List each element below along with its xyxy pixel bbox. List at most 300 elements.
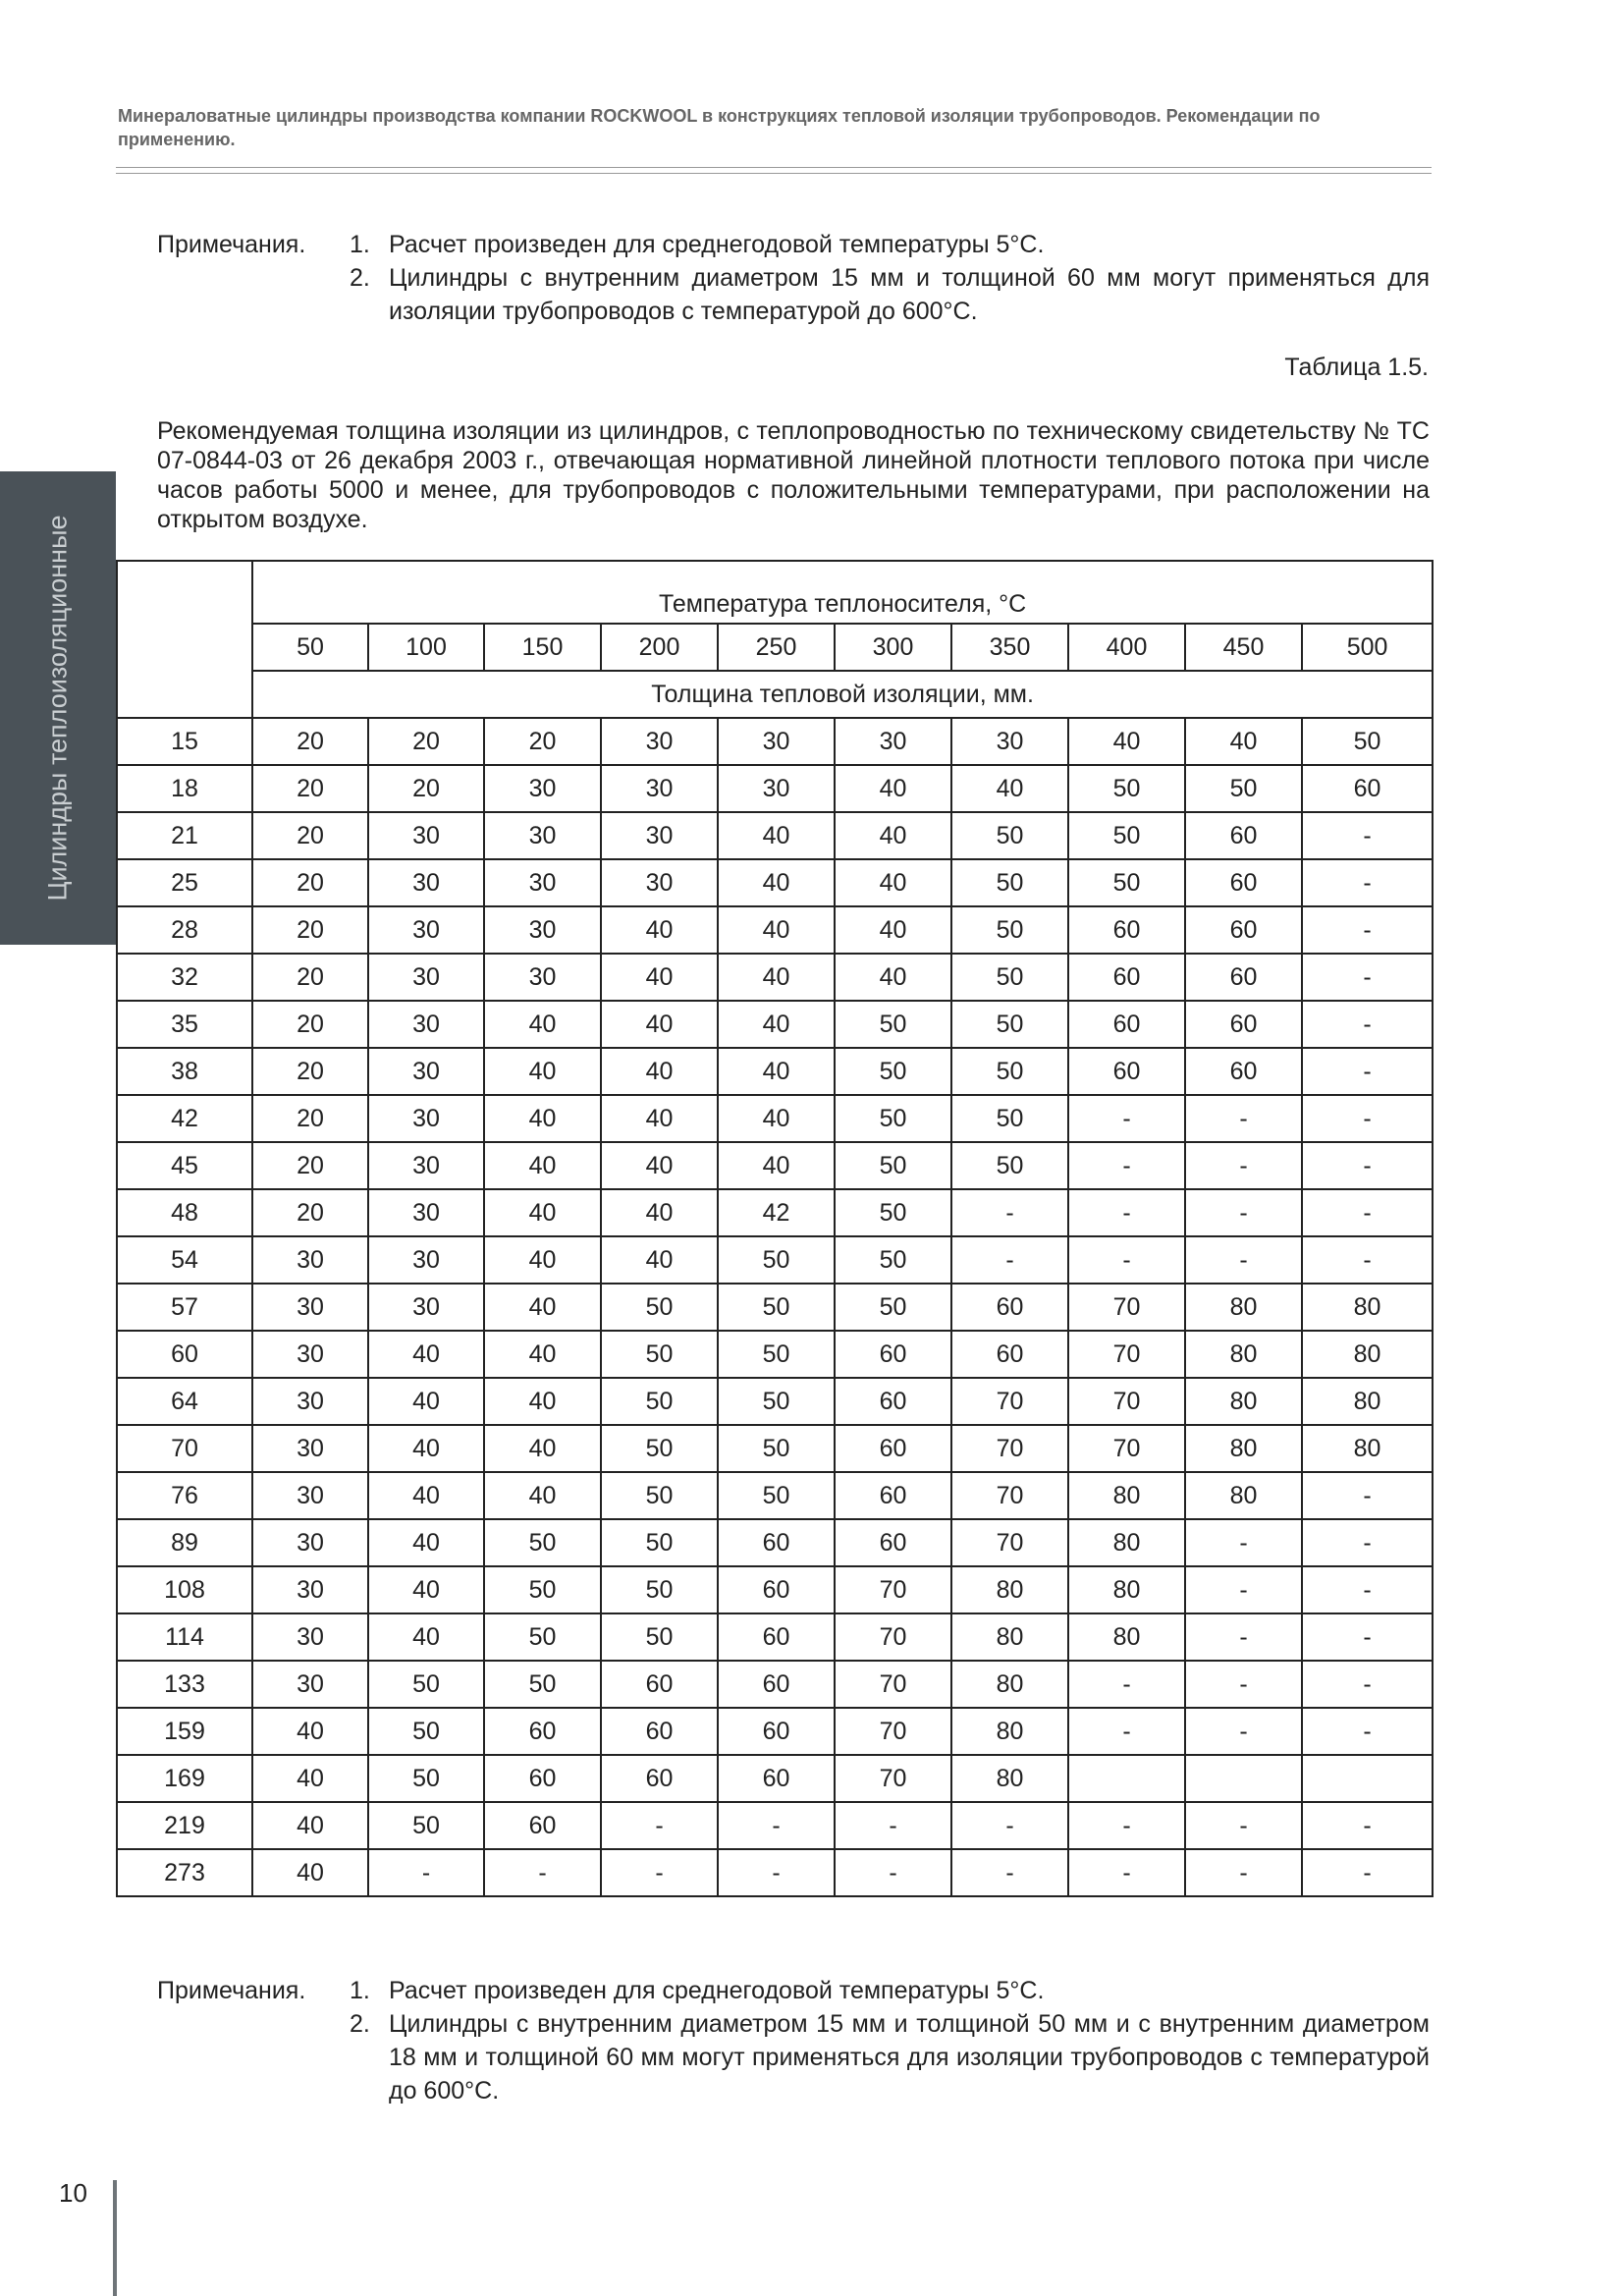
thickness-cell: 40 xyxy=(484,1236,601,1284)
thickness-cell: - xyxy=(1185,1613,1302,1661)
thickness-cell: 80 xyxy=(1302,1284,1433,1331)
thickness-cell: 80 xyxy=(1185,1284,1302,1331)
diameter-cell: 15 xyxy=(117,718,252,765)
thickness-cell: 30 xyxy=(368,1189,484,1236)
thickness-cell: 42 xyxy=(718,1189,835,1236)
thickness-cell: 60 xyxy=(1185,954,1302,1001)
thickness-cell: - xyxy=(835,1849,951,1896)
thickness-cell: 50 xyxy=(1068,765,1185,812)
thickness-cell: 60 xyxy=(835,1519,951,1566)
thickness-cell: 40 xyxy=(368,1331,484,1378)
thickness-cell: 60 xyxy=(1068,906,1185,954)
thickness-cell: 40 xyxy=(835,954,951,1001)
thickness-cell: - xyxy=(951,1849,1068,1896)
table-row xyxy=(117,1755,1433,1802)
thickness-cell: 30 xyxy=(601,718,718,765)
thickness-cell: 30 xyxy=(368,812,484,859)
diameter-cell: 42 xyxy=(117,1095,252,1142)
thickness-cell: - xyxy=(1302,1661,1433,1708)
thickness-cell: 60 xyxy=(718,1661,835,1708)
thickness-cell: 50 xyxy=(835,1284,951,1331)
temperature-header: Температура теплоносителя, °С xyxy=(252,561,1433,624)
thickness-cell: 50 xyxy=(601,1613,718,1661)
notes-top-text-2: Цилиндры с внутренним диаметром 15 мм и толщиной 60 мм могут применяться для изоляции трубопроводов с температурой до 600°С. xyxy=(389,264,1430,325)
thickness-cell: 40 xyxy=(835,765,951,812)
thickness-cell: 50 xyxy=(951,954,1068,1001)
thickness-cell: 50 xyxy=(835,1142,951,1189)
thickness-cell: - xyxy=(1068,1802,1185,1849)
thickness-cell: 50 xyxy=(484,1519,601,1566)
diameter-cell: 28 xyxy=(117,906,252,954)
thickness-cell: 50 xyxy=(601,1425,718,1472)
thickness-cell: 30 xyxy=(601,812,718,859)
thickness-cell: 40 xyxy=(484,1048,601,1095)
thickness-cell: 30 xyxy=(368,1142,484,1189)
thickness-cell: 20 xyxy=(252,1001,368,1048)
thickness-cell: 80 xyxy=(951,1708,1068,1755)
thickness-cell: 20 xyxy=(252,1095,368,1142)
thickness-header: Толщина тепловой изоляции, мм. xyxy=(252,671,1433,718)
thickness-cell: 30 xyxy=(368,1048,484,1095)
thickness-cell: 40 xyxy=(718,1001,835,1048)
thickness-cell: 40 xyxy=(484,1472,601,1519)
table-row xyxy=(117,1284,1433,1331)
diameter-cell: 54 xyxy=(117,1236,252,1284)
diameter-cell: 32 xyxy=(117,954,252,1001)
thickness-cell: - xyxy=(1185,1661,1302,1708)
thickness-cell: 60 xyxy=(601,1755,718,1802)
thickness-cell: 30 xyxy=(718,718,835,765)
notes-top-label: Примечания. xyxy=(157,231,306,258)
thickness-cell: 80 xyxy=(1068,1519,1185,1566)
thickness-cell: 30 xyxy=(252,1331,368,1378)
thickness-cell: 50 xyxy=(835,1236,951,1284)
thickness-cell: 40 xyxy=(252,1802,368,1849)
thickness-cell: 30 xyxy=(951,718,1068,765)
thickness-cell: - xyxy=(1185,1519,1302,1566)
table-row xyxy=(117,1708,1433,1755)
thickness-cell: - xyxy=(1302,1189,1433,1236)
thickness-cell: - xyxy=(1302,954,1433,1001)
thickness-cell: 50 xyxy=(1068,812,1185,859)
thickness-cell: 40 xyxy=(252,1755,368,1802)
diameter-cell: 114 xyxy=(117,1613,252,1661)
thickness-cell: 30 xyxy=(718,765,835,812)
thickness-cell: 20 xyxy=(252,906,368,954)
thickness-cell: 30 xyxy=(252,1425,368,1472)
table-body xyxy=(117,718,1433,1896)
thickness-cell: 40 xyxy=(601,1095,718,1142)
thickness-cell: 50 xyxy=(601,1519,718,1566)
thickness-cell: - xyxy=(718,1849,835,1896)
thickness-cell: - xyxy=(1302,1802,1433,1849)
thickness-cell: - xyxy=(1068,1189,1185,1236)
thickness-cell: - xyxy=(1302,1519,1433,1566)
diameter-cell: 108 xyxy=(117,1566,252,1613)
thickness-cell: 40 xyxy=(484,1001,601,1048)
thickness-cell: - xyxy=(1185,1095,1302,1142)
thickness-cell: 50 xyxy=(835,1189,951,1236)
thickness-cell: 50 xyxy=(835,1095,951,1142)
thickness-cell xyxy=(1185,1755,1302,1802)
thickness-cell: 40 xyxy=(484,1142,601,1189)
temperature-cell: 400 xyxy=(1068,624,1185,671)
thickness-cell: - xyxy=(1302,1849,1433,1896)
thickness-cell: - xyxy=(718,1802,835,1849)
thickness-cell: 60 xyxy=(1185,906,1302,954)
thickness-cell: 80 xyxy=(1302,1331,1433,1378)
thickness-cell: - xyxy=(1068,1849,1185,1896)
diameter-cell: 169 xyxy=(117,1755,252,1802)
thickness-cell: 60 xyxy=(1185,859,1302,906)
thickness-cell: - xyxy=(1068,1661,1185,1708)
thickness-cell: 50 xyxy=(718,1236,835,1284)
table-caption: Рекомендуемая толщина изоляции из цилиндров, с теплопроводностью по техническому свидетельству № ТС 07-0844-03 от 26 декабря 2003 г., отвечающая нормативной линейной плотности теплового потока при числе часов работы 5000 и менее, для трубопроводов с положительными температурами, при расположении на открытом воздухе. xyxy=(157,417,1430,533)
thickness-cell: 80 xyxy=(951,1755,1068,1802)
thickness-cell: 50 xyxy=(951,1001,1068,1048)
table-row xyxy=(117,1378,1433,1425)
diameter-cell: 25 xyxy=(117,859,252,906)
thickness-cell: 40 xyxy=(718,1048,835,1095)
thickness-cell: - xyxy=(1185,1802,1302,1849)
thickness-cell: 20 xyxy=(252,1189,368,1236)
thickness-cell: 50 xyxy=(368,1708,484,1755)
thickness-cell: 60 xyxy=(835,1425,951,1472)
thickness-cell: - xyxy=(1302,1613,1433,1661)
thickness-cell: 50 xyxy=(951,1048,1068,1095)
thickness-cell: 80 xyxy=(951,1566,1068,1613)
temperature-cell: 50 xyxy=(252,624,368,671)
thickness-cell: 40 xyxy=(484,1425,601,1472)
notes-bottom-label: Примечания. xyxy=(157,1977,306,2004)
temperature-cell: 250 xyxy=(718,624,835,671)
thickness-cell: 60 xyxy=(718,1613,835,1661)
diameter-cell: 21 xyxy=(117,812,252,859)
thickness-cell: - xyxy=(1185,1849,1302,1896)
thickness-cell: - xyxy=(368,1849,484,1896)
table-row xyxy=(117,1425,1433,1472)
notes-top-num-2: 2. xyxy=(350,264,370,292)
thickness-cell: 60 xyxy=(951,1284,1068,1331)
thickness-cell: 50 xyxy=(484,1613,601,1661)
thickness-cell: 30 xyxy=(368,906,484,954)
diameter-cell: 219 xyxy=(117,1802,252,1849)
thickness-cell: 40 xyxy=(601,954,718,1001)
thickness-cell: 60 xyxy=(1068,1048,1185,1095)
document-header: Минераловатные цилиндры производства компании ROCKWOOL в конструкциях тепловой изоляции трубопроводов. Рекомендации по применению. xyxy=(118,106,1321,149)
thickness-cell: 40 xyxy=(368,1472,484,1519)
thickness-cell: 40 xyxy=(1068,718,1185,765)
diameter-cell: 18 xyxy=(117,765,252,812)
thickness-cell: 50 xyxy=(718,1331,835,1378)
thickness-cell: - xyxy=(601,1849,718,1896)
thickness-cell: - xyxy=(951,1189,1068,1236)
table-row xyxy=(117,1331,1433,1378)
table-row xyxy=(117,1519,1433,1566)
thickness-cell: 20 xyxy=(252,718,368,765)
table-row xyxy=(117,1566,1433,1613)
table-row xyxy=(117,765,1433,812)
thickness-cell: 40 xyxy=(835,906,951,954)
table-row xyxy=(117,1095,1433,1142)
notes-bottom-text-1: Расчет произведен для среднегодовой температуры 5°С. xyxy=(389,1977,1045,2004)
thickness-cell: 70 xyxy=(951,1425,1068,1472)
thickness-cell: - xyxy=(1302,1566,1433,1613)
thickness-cell: 50 xyxy=(368,1755,484,1802)
thickness-cell: 60 xyxy=(718,1566,835,1613)
thickness-cell: 20 xyxy=(368,718,484,765)
thickness-cell: 40 xyxy=(718,906,835,954)
notes-top-text-1: Расчет произведен для среднегодовой температуры 5°С. xyxy=(389,231,1045,258)
thickness-cell: 40 xyxy=(484,1331,601,1378)
thickness-cell: 30 xyxy=(252,1661,368,1708)
thickness-cell: 20 xyxy=(484,718,601,765)
thickness-cell: - xyxy=(601,1802,718,1849)
thickness-cell: 70 xyxy=(835,1613,951,1661)
thickness-cell: 60 xyxy=(718,1519,835,1566)
thickness-cell: 30 xyxy=(368,1236,484,1284)
thickness-cell: 40 xyxy=(368,1378,484,1425)
thickness-cell: - xyxy=(1068,1095,1185,1142)
thickness-cell: 70 xyxy=(951,1519,1068,1566)
thickness-cell: 50 xyxy=(368,1802,484,1849)
thickness-cell: 70 xyxy=(835,1755,951,1802)
diameter-cell: 133 xyxy=(117,1661,252,1708)
thickness-cell: - xyxy=(1302,906,1433,954)
thickness-cell: 80 xyxy=(1185,1331,1302,1378)
thickness-cell: - xyxy=(1302,1142,1433,1189)
thickness-cell: - xyxy=(1185,1142,1302,1189)
page-number-bar xyxy=(113,2180,117,2296)
thickness-cell: 40 xyxy=(1185,718,1302,765)
thickness-cell: 60 xyxy=(1068,954,1185,1001)
diameter-cell: 60 xyxy=(117,1331,252,1378)
diameter-cell: 57 xyxy=(117,1284,252,1331)
thickness-cell: 50 xyxy=(1302,718,1433,765)
thickness-cell: 30 xyxy=(484,859,601,906)
thickness-cell: 20 xyxy=(252,859,368,906)
thickness-cell: - xyxy=(1068,1708,1185,1755)
thickness-cell: - xyxy=(1302,1095,1433,1142)
thickness-cell: 30 xyxy=(252,1236,368,1284)
thickness-cell: 50 xyxy=(951,1095,1068,1142)
thickness-cell: 60 xyxy=(835,1378,951,1425)
header-rule-bottom xyxy=(116,173,1432,174)
table-row xyxy=(117,1048,1433,1095)
page-number: 10 xyxy=(59,2178,87,2208)
thickness-cell: 30 xyxy=(368,1095,484,1142)
thickness-cell: 40 xyxy=(601,906,718,954)
thickness-cell: 40 xyxy=(368,1566,484,1613)
thickness-cell: - xyxy=(1302,859,1433,906)
thickness-cell: 70 xyxy=(835,1566,951,1613)
thickness-cell: 40 xyxy=(601,1189,718,1236)
table-row xyxy=(117,1001,1433,1048)
thickness-cell: 40 xyxy=(368,1613,484,1661)
temperature-cell: 500 xyxy=(1302,624,1433,671)
thickness-cell: 40 xyxy=(484,1284,601,1331)
thickness-cell: 20 xyxy=(368,765,484,812)
temperature-cell: 450 xyxy=(1185,624,1302,671)
thickness-cell: 20 xyxy=(252,954,368,1001)
notes-bottom xyxy=(157,1974,1430,2107)
thickness-cell: 50 xyxy=(601,1566,718,1613)
thickness-cell: 60 xyxy=(484,1802,601,1849)
notes-bottom-text-2: Цилиндры с внутренним диаметром 15 мм и толщиной 50 мм и с внутренним диаметром 18 мм и толщиной 60 мм могут применяться для изоляции трубопроводов с температурой до 600°С. xyxy=(389,2010,1430,2105)
thickness-cell: 70 xyxy=(1068,1425,1185,1472)
side-tab xyxy=(0,471,116,945)
thickness-cell: 70 xyxy=(1068,1378,1185,1425)
thickness-cell: 80 xyxy=(1185,1378,1302,1425)
thickness-cell: 40 xyxy=(718,812,835,859)
table-row xyxy=(117,906,1433,954)
thickness-cell: 40 xyxy=(252,1708,368,1755)
thickness-cell: 40 xyxy=(601,1001,718,1048)
thickness-cell: 50 xyxy=(1185,765,1302,812)
thickness-cell: 40 xyxy=(601,1142,718,1189)
thickness-cell: 30 xyxy=(252,1519,368,1566)
thickness-cell: 20 xyxy=(252,765,368,812)
header-rule-top xyxy=(116,167,1432,168)
thickness-cell: 60 xyxy=(484,1708,601,1755)
table-row xyxy=(117,1661,1433,1708)
thickness-cell: 60 xyxy=(718,1708,835,1755)
thickness-cell: - xyxy=(1302,1472,1433,1519)
thickness-cell: 40 xyxy=(718,1142,835,1189)
thickness-cell: - xyxy=(1302,1001,1433,1048)
thickness-cell: 30 xyxy=(252,1284,368,1331)
thickness-cell: 30 xyxy=(368,1284,484,1331)
thickness-cell: 50 xyxy=(718,1472,835,1519)
thickness-cell: - xyxy=(1068,1236,1185,1284)
table-row xyxy=(117,1472,1433,1519)
thickness-cell: 80 xyxy=(1185,1425,1302,1472)
temperature-cell: 100 xyxy=(368,624,484,671)
temperature-cell: 350 xyxy=(951,624,1068,671)
table-row xyxy=(117,954,1433,1001)
thickness-cell: 50 xyxy=(601,1472,718,1519)
thickness-cell: 50 xyxy=(951,859,1068,906)
thickness-cell: 40 xyxy=(368,1425,484,1472)
thickness-cell: 60 xyxy=(1185,1048,1302,1095)
thickness-cell: - xyxy=(835,1802,951,1849)
thickness-cell: 50 xyxy=(951,906,1068,954)
thickness-cell: 60 xyxy=(1185,812,1302,859)
thickness-cell: 50 xyxy=(601,1331,718,1378)
thickness-cell: 40 xyxy=(484,1189,601,1236)
thickness-cell: 40 xyxy=(601,1048,718,1095)
table-row xyxy=(117,1613,1433,1661)
thickness-cell: 40 xyxy=(835,859,951,906)
thickness-cell: 30 xyxy=(252,1613,368,1661)
thickness-cell: 50 xyxy=(484,1566,601,1613)
thickness-cell: 30 xyxy=(484,765,601,812)
thickness-cell: 70 xyxy=(951,1378,1068,1425)
thickness-cell: 30 xyxy=(601,765,718,812)
table-row xyxy=(117,1142,1433,1189)
thickness-cell: 30 xyxy=(252,1378,368,1425)
thickness-cell: 60 xyxy=(1185,1001,1302,1048)
thickness-cell: 50 xyxy=(835,1048,951,1095)
temperature-cell: 150 xyxy=(484,624,601,671)
thickness-cell: 40 xyxy=(718,954,835,1001)
thickness-cell: 70 xyxy=(1068,1284,1185,1331)
diameter-cell: 76 xyxy=(117,1472,252,1519)
table-row xyxy=(117,1802,1433,1849)
thickness-cell: 80 xyxy=(1068,1566,1185,1613)
thickness-cell: 20 xyxy=(252,1048,368,1095)
diameter-cell: 38 xyxy=(117,1048,252,1095)
thickness-cell: 40 xyxy=(835,812,951,859)
thickness-cell: 40 xyxy=(484,1378,601,1425)
thickness-cell: 20 xyxy=(252,812,368,859)
thickness-cell: 60 xyxy=(1302,765,1433,812)
thickness-cell: 30 xyxy=(368,954,484,1001)
thickness-cell: 50 xyxy=(718,1425,835,1472)
thickness-cell: 60 xyxy=(1068,1001,1185,1048)
thickness-cell: 50 xyxy=(951,1142,1068,1189)
table-row xyxy=(117,718,1433,765)
thickness-cell: - xyxy=(1302,1236,1433,1284)
diameter-cell: 89 xyxy=(117,1519,252,1566)
thickness-cell: 70 xyxy=(1068,1331,1185,1378)
thickness-cell: - xyxy=(1302,812,1433,859)
notes-top-num-1: 1. xyxy=(350,231,370,258)
thickness-cell: - xyxy=(1302,1048,1433,1095)
thickness-cell xyxy=(1302,1755,1433,1802)
thickness-cell: 30 xyxy=(368,1001,484,1048)
thickness-cell: 60 xyxy=(718,1755,835,1802)
thickness-cell: - xyxy=(1302,1708,1433,1755)
thickness-cell: 80 xyxy=(1185,1472,1302,1519)
notes-bottom-num-1: 1. xyxy=(350,1977,370,2004)
thickness-cell: 60 xyxy=(951,1331,1068,1378)
table-row xyxy=(117,1189,1433,1236)
thickness-cell: - xyxy=(1185,1566,1302,1613)
thickness-cell: 70 xyxy=(951,1472,1068,1519)
thickness-cell: 60 xyxy=(601,1661,718,1708)
thickness-cell: 60 xyxy=(835,1472,951,1519)
thickness-cell: - xyxy=(951,1802,1068,1849)
thickness-cell: 60 xyxy=(601,1708,718,1755)
thickness-cell: 80 xyxy=(1302,1425,1433,1472)
thickness-cell: 40 xyxy=(484,1095,601,1142)
thickness-cell: - xyxy=(1068,1142,1185,1189)
thickness-cell: 50 xyxy=(718,1378,835,1425)
temperature-values-row xyxy=(117,624,1433,671)
thickness-cell: 70 xyxy=(835,1661,951,1708)
thickness-cell: 20 xyxy=(252,1142,368,1189)
thickness-cell: 50 xyxy=(601,1284,718,1331)
thickness-cell: 30 xyxy=(484,954,601,1001)
table-label: Таблица 1.5. xyxy=(1284,354,1429,381)
thickness-cell: 40 xyxy=(718,859,835,906)
temperature-cell: 200 xyxy=(601,624,718,671)
thickness-cell: 50 xyxy=(601,1378,718,1425)
thickness-cell: 40 xyxy=(718,1095,835,1142)
diameter-cell: 45 xyxy=(117,1142,252,1189)
thickness-cell: - xyxy=(484,1849,601,1896)
thickness-cell: 40 xyxy=(951,765,1068,812)
diameter-cell: 48 xyxy=(117,1189,252,1236)
diameter-cell: 35 xyxy=(117,1001,252,1048)
diameter-cell: 64 xyxy=(117,1378,252,1425)
diameter-cell: 159 xyxy=(117,1708,252,1755)
thickness-cell: 40 xyxy=(252,1849,368,1896)
temperature-cell: 300 xyxy=(835,624,951,671)
table-row xyxy=(117,1849,1433,1896)
notes-bottom-num-2: 2. xyxy=(350,2010,370,2038)
